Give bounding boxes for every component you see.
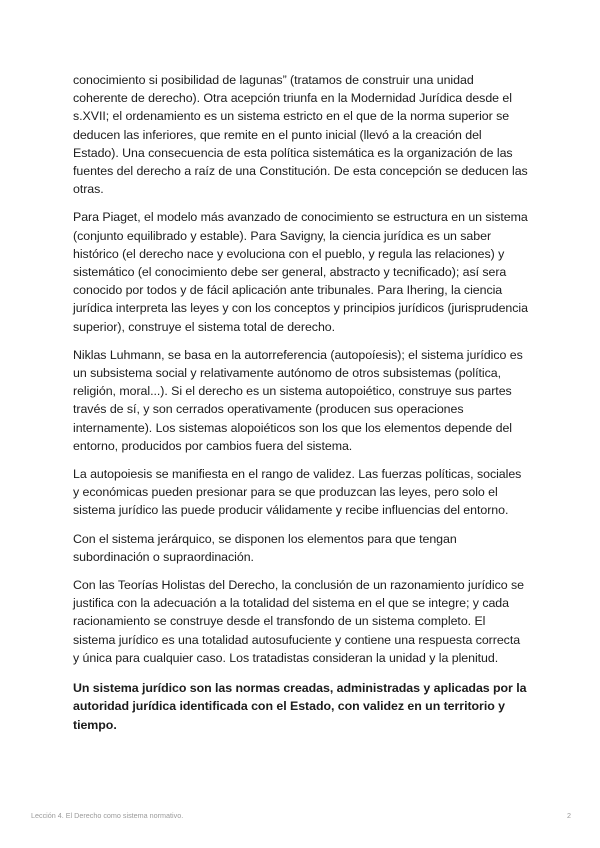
paragraph-teorias-holistas: Con las Teorías Holistas del Derecho, la conclusión de un razonamiento jurídico se justifica con la adecuación a la totalidad del sistema en el que se integre; y cada racionamiento se construye desde el transfondo de un sistema completo. El sistema jurídico es una totalidad autosufuciente y contiene una respuesta correcta y única para cualquier caso. Los tratadistas consideran la unidad y la plenitud.	[73, 578, 524, 665]
page-number: 2	[567, 811, 571, 820]
paragraph-luhmann: Niklas Luhmann, se basa en la autorreferencia (autopoíesis); el sistema jurídico es un subsistema social y relativamente autónomo de otros subsistemas (política, religión, moral...). Si el derecho es un sistema autopoiético, construye sus partes través de sí, y son cerrados operativamente (producen sus operaciones internamente). Los sistemas alopoiéticos son los que los elementos depende del entorno, producidos por cambios fuera del sistema.	[73, 347, 523, 453]
paragraph-piaget-savigny-ihering: Para Piaget, el modelo más avanzado de conocimiento se estructura en un sistema (conjunto equilibrado y estable). Para Savigny, la ciencia jurídica es un saber histórico (el derecho nace y evoluciona con el pueblo, y regula las relaciones) y sistemático (el conocimiento debe ser general, abstracto y tecnificado); así sera conocido por todos y de fácil aplicación ante tribunales. Para Ihering, la ciencia jurídica interpreta las leyes y con los conceptos y principios jurídicos (jurisprudencia superior), construye el sistema total de derecho.	[73, 210, 528, 334]
conclusion-statement: Un sistema jurídico son las normas creadas, administradas y aplicadas por la autoridad jurídica identificada con el Estado, con validez en un territorio y tiempo.	[73, 681, 527, 732]
paragraph-autopoiesis: La autopoiesis se manifiesta en el rango de validez. Las fuerzas políticas, sociales y económicas pueden presionar para se que produzcan las leyes, pero solo el sistema jurídico las puede producir válidamente y recibe influencias del entorno.	[73, 467, 522, 518]
document-body	[73, 71, 528, 744]
page-footer	[31, 811, 571, 820]
footer-title: Lección 4. El Derecho como sistema normativo.	[31, 811, 184, 820]
paragraph-sistema-jerarquico: Con el sistema jerárquico, se disponen los elementos para que tengan subordinación o supraordinación.	[73, 531, 457, 564]
paragraph-sistema-modernidad: conocimiento si posibilidad de lagunas” (tratamos de construir una unidad coherente de derecho). Otra acepción triunfa en la Modernidad Jurídica desde el s.XVII; el ordenamiento es un sistema estricto en el que de la norma superior se deducen las inferiores, que remite en el punto inicial (llevó a la creación del Estado). Una consecuencia de esta política sistemática es la organización de las fuentes del derecho a raíz de una Constitución. De esta concepción se deducen las otras.	[73, 73, 528, 197]
